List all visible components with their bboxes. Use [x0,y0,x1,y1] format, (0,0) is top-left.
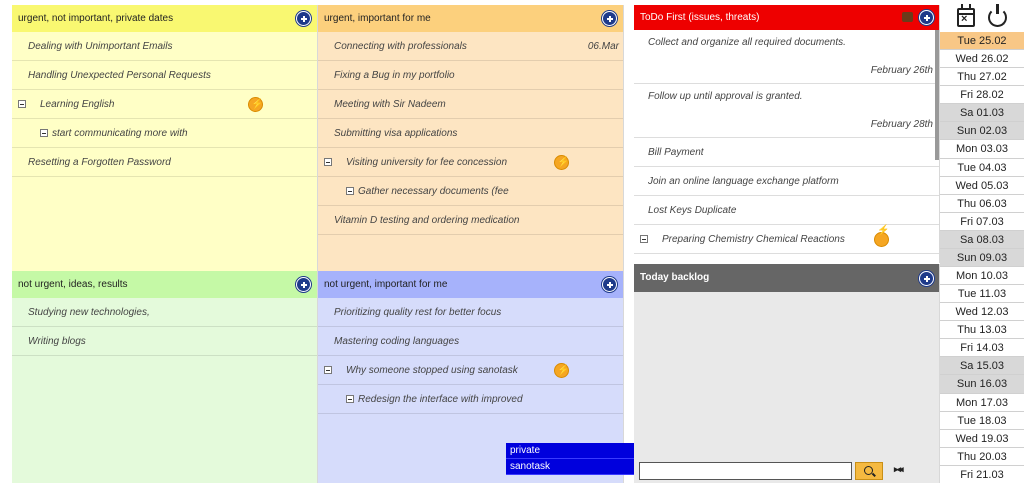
calendar-day[interactable]: Tue 25.02 [940,32,1024,50]
task-row[interactable] [318,298,623,327]
todo-first-panel [634,5,940,263]
quadrant-urgent-important [318,5,624,271]
task-label: Why someone stopped using sanotask [346,365,518,376]
todo-item[interactable] [634,30,939,84]
task-label: Redesign the interface with improved [358,394,523,405]
task-row[interactable] [318,119,623,148]
task-label: Meeting with Sir Nadeem [334,99,446,110]
task-label: Handling Unexpected Personal Requests [28,70,211,81]
day-list [940,32,1024,483]
todo-item-label: Bill Payment [648,147,704,158]
calendar-day[interactable]: Mon 10.03 [940,267,1024,285]
task-row[interactable] [318,327,623,356]
calendar-icon[interactable] [957,8,975,27]
lightning-icon[interactable] [248,97,263,112]
bag-icon[interactable] [902,12,913,22]
task-label: Gather necessary documents (fee [358,186,509,197]
calendar-day[interactable]: Wed 26.02 [940,50,1024,68]
calendar-day[interactable]: Thu 13.03 [940,321,1024,339]
calendar-day[interactable]: Fri 28.02 [940,86,1024,104]
quadrant-title: urgent, not important, private dates [18,13,174,24]
task-label: Prioritizing quality rest for better focus [334,307,502,318]
power-icon[interactable] [988,8,1007,27]
add-task-button[interactable] [602,11,617,26]
task-label: Mastering coding languages [334,336,460,347]
lightning-icon[interactable] [874,232,889,247]
task-row[interactable] [318,356,623,385]
calendar-toolbar [940,5,1024,32]
todo-scrollbar[interactable] [935,30,939,160]
quadrant-title: urgent, important for me [324,13,431,24]
task-row[interactable] [12,90,317,119]
todo-item-date: February 26th [870,65,933,76]
task-label: Studying new technologies, [28,307,150,318]
add-task-button[interactable] [919,271,934,286]
today-backlog-panel [634,264,940,483]
quadrant-header [318,5,623,32]
todo-item[interactable] [634,225,939,254]
task-row[interactable] [318,148,623,177]
calendar-day[interactable]: Tue 18.03 [940,412,1024,430]
collapse-icon[interactable] [640,235,648,243]
task-date: 06.Mar [587,41,619,52]
calendar-day[interactable]: Sa 15.03 [940,357,1024,375]
task-row[interactable] [12,148,317,177]
calendar-day[interactable]: Tue 11.03 [940,285,1024,303]
calendar-day[interactable]: Thu 20.03 [940,448,1024,466]
add-task-button[interactable] [919,10,934,25]
calendar-day[interactable]: Sa 08.03 [940,231,1024,249]
todo-item-label: Preparing Chemistry Chemical Reactions [662,234,845,245]
task-label: Fixing a Bug in my portfolio [334,70,455,81]
task-label: Dealing with Unimportant Emails [28,41,173,52]
task-label: Resetting a Forgotten Password [28,157,171,168]
search-input[interactable] [639,462,852,480]
todo-item-date: February 28th [870,119,933,130]
add-task-button[interactable] [296,277,311,292]
todo-item-label: Follow up until approval is granted. [648,91,803,102]
calendar-day[interactable]: Thu 27.02 [940,68,1024,86]
task-label: start communicating more with [52,128,188,139]
dropdown-option[interactable]: private [506,443,634,459]
collapse-icon[interactable] [346,395,354,403]
calendar-day[interactable]: Tue 04.03 [940,159,1024,177]
collapse-icon[interactable] [40,129,48,137]
add-task-button[interactable] [296,11,311,26]
todo-item-label: Collect and organize all required documents. [648,37,846,48]
todo-item[interactable] [634,138,939,167]
calendar-day[interactable]: Mon 03.03 [940,140,1024,158]
todo-list [634,30,939,254]
quadrant-title: not urgent, important for me [324,279,448,290]
calendar-day[interactable]: Fri 14.03 [940,339,1024,357]
todo-item[interactable] [634,196,939,225]
calendar-day[interactable]: Fri 21.03 [940,466,1024,483]
calendar-day[interactable]: Wed 05.03 [940,177,1024,195]
backlog-header [634,264,939,292]
tag-dropdown [506,443,634,475]
lightning-icon[interactable] [554,155,569,170]
quadrant-header [318,271,623,298]
subtask-row[interactable] [318,385,623,414]
subtask-row[interactable] [12,119,317,148]
calendar-day[interactable]: Wed 12.03 [940,303,1024,321]
task-row[interactable] [12,32,317,61]
dropdown-option[interactable]: sanotask [506,459,634,475]
calendar-column [940,5,1024,483]
lightning-icon[interactable] [554,363,569,378]
task-row[interactable] [12,298,317,327]
task-label: Learning English [40,99,115,110]
collapse-icon[interactable] [324,366,332,374]
todo-title: ToDo First (issues, threats) [640,12,760,23]
search-icon[interactable] [855,462,883,480]
quadrant-header [12,5,317,32]
rewind-icon[interactable]: ▸◂◂ [894,464,902,474]
todo-item[interactable] [634,167,939,196]
todo-item-label: Join an online language exchange platform [648,176,839,187]
task-row[interactable] [12,327,317,356]
collapse-icon[interactable] [18,100,26,108]
calendar-day[interactable]: Sun 09.03 [940,249,1024,267]
quadrant-urgent-not-important [12,5,318,271]
calendar-day[interactable]: Mon 17.03 [940,394,1024,412]
todo-item-label: Lost Keys Duplicate [648,205,737,216]
todo-item[interactable] [634,84,939,138]
task-row[interactable] [318,61,623,90]
task-row[interactable] [318,206,623,235]
quadrant-header [12,271,317,298]
calendar-day[interactable]: Fri 07.03 [940,213,1024,231]
backlog-title: Today backlog [640,272,710,283]
calendar-day[interactable]: Wed 19.03 [940,430,1024,448]
calendar-day[interactable]: Sun 02.03 [940,122,1024,140]
calendar-day[interactable]: Thu 06.03 [940,195,1024,213]
task-row[interactable] [318,90,623,119]
add-task-button[interactable] [602,277,617,292]
task-label: Vitamin D testing and ordering medication [334,215,520,226]
todo-header [634,5,939,30]
task-row[interactable] [318,32,623,61]
task-label: Writing blogs [28,336,86,347]
calendar-day[interactable]: Sa 01.03 [940,104,1024,122]
task-label: Connecting with professionals [334,41,467,52]
collapse-icon[interactable] [324,158,332,166]
quadrant-title: not urgent, ideas, results [18,279,128,290]
calendar-day[interactable]: Sun 16.03 [940,375,1024,393]
task-row[interactable] [12,61,317,90]
task-label: Visiting university for fee concession [346,157,508,168]
task-label: Submitting visa applications [334,128,458,139]
quadrant-not-urgent-ideas [12,271,318,483]
subtask-row[interactable] [318,177,623,206]
collapse-icon[interactable] [346,187,354,195]
